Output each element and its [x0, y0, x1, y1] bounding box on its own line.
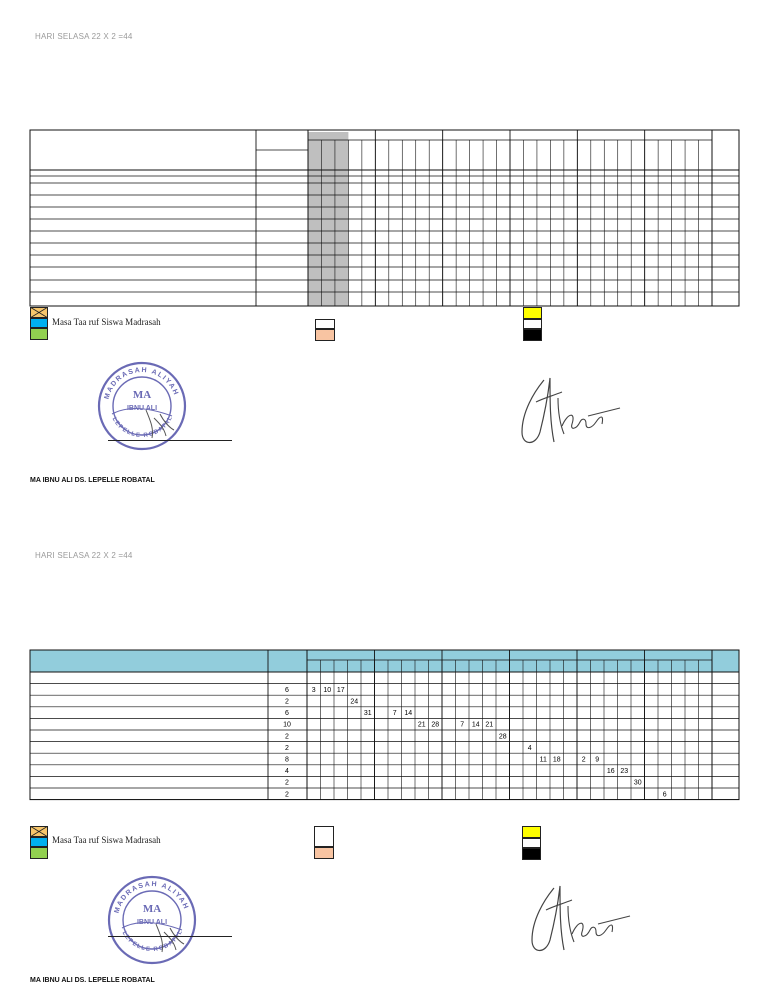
legend-swatch-white-2 — [522, 838, 541, 848]
row-total: 2 — [285, 779, 289, 787]
page-footer: MA IBNU ALI DS. LEPELLE ROBATAL — [30, 977, 155, 984]
legend-swatch-black — [523, 329, 542, 341]
seal-middle-text: IBNU ALI — [136, 919, 168, 926]
date-cell: 10 — [323, 686, 332, 694]
schedule-table — [0, 120, 768, 320]
legend-swatch-yellow — [522, 826, 541, 838]
handwritten-signature — [524, 880, 634, 960]
row-total: 2 — [285, 733, 289, 741]
legend-swatch-black — [522, 848, 541, 860]
legend-swatch-peach — [315, 329, 335, 341]
date-cell: 18 — [552, 756, 561, 764]
legend-swatch-white — [315, 319, 335, 329]
date-cell: 7 — [460, 721, 465, 729]
svg-text:LEPELLE ROBATAL — [121, 929, 185, 953]
seal-center-text: MA — [132, 389, 152, 401]
seal-top-text: MADRASAH ALIYAH — [103, 366, 180, 401]
date-cell: 14 — [471, 721, 480, 729]
legend-swatch-yellow — [523, 307, 542, 319]
date-cell: 21 — [417, 721, 426, 729]
row-total: 8 — [285, 756, 289, 764]
school-seal — [104, 872, 200, 968]
legend-swatch-white-2 — [523, 319, 542, 329]
row-total: 10 — [283, 721, 291, 729]
crossed-box-icon — [30, 307, 48, 318]
legend-swatch-green — [30, 328, 48, 340]
seal-bottom-text: LEPELLE ROBATAL — [120, 928, 185, 954]
legend-swatch-peach — [314, 847, 334, 859]
row-total: 6 — [285, 686, 289, 694]
page-header: HARI SELASA 22 X 2 =44 — [35, 32, 133, 41]
date-cell: 24 — [350, 698, 359, 706]
date-cell: 21 — [485, 721, 494, 729]
legend-swatch-cyan — [30, 318, 48, 328]
seal-middle-text: IBNU ALI — [126, 405, 158, 412]
date-cell: 17 — [336, 686, 345, 694]
legend-label: Masa Taa ruf Siswa Madrasah — [52, 317, 161, 327]
row-total: 2 — [285, 698, 289, 706]
table-border — [30, 130, 739, 306]
row-total: 2 — [285, 791, 289, 799]
svg-text:LEPELLE ROBATAL — [111, 415, 175, 439]
row-total: 6 — [285, 710, 289, 718]
signature-line — [108, 440, 232, 441]
legend — [30, 826, 330, 866]
crossed-box-icon — [30, 826, 48, 837]
legend — [30, 307, 330, 347]
date-cell: 28 — [498, 733, 507, 741]
date-cell: 6 — [662, 791, 667, 799]
date-cell: 7 — [392, 710, 397, 718]
legend-swatch-green — [30, 847, 48, 859]
date-cell: 16 — [606, 768, 615, 776]
date-cell: 2 — [581, 756, 586, 764]
seal-center-text: MA — [142, 903, 162, 915]
date-cell: 28 — [431, 721, 440, 729]
date-cell: 3 — [311, 686, 316, 694]
date-cell: 23 — [620, 768, 629, 776]
date-cell: 9 — [595, 756, 600, 764]
header-band — [30, 650, 739, 672]
date-cell: 11 — [539, 756, 547, 764]
page-footer: MA IBNU ALI DS. LEPELLE ROBATAL — [30, 477, 155, 484]
date-cell: 31 — [363, 710, 372, 718]
legend-swatch-white — [314, 826, 334, 847]
legend-swatch-cyan — [30, 837, 48, 847]
legend-label: Masa Taa ruf Siswa Madrasah — [52, 835, 161, 845]
handwritten-signature — [514, 372, 624, 452]
schedule-table — [0, 640, 768, 810]
seal-top-text: MADRASAH ALIYAH — [113, 880, 190, 915]
page-header: HARI SELASA 22 X 2 =44 — [35, 551, 133, 560]
seal-bottom-text: LEPELLE ROBATAL — [110, 414, 175, 440]
row-total: 4 — [285, 768, 289, 776]
date-cell: 4 — [527, 744, 532, 752]
signature-line — [108, 936, 232, 937]
date-cell: 14 — [404, 710, 413, 718]
row-total: 2 — [285, 744, 289, 752]
date-cell: 30 — [633, 779, 642, 787]
